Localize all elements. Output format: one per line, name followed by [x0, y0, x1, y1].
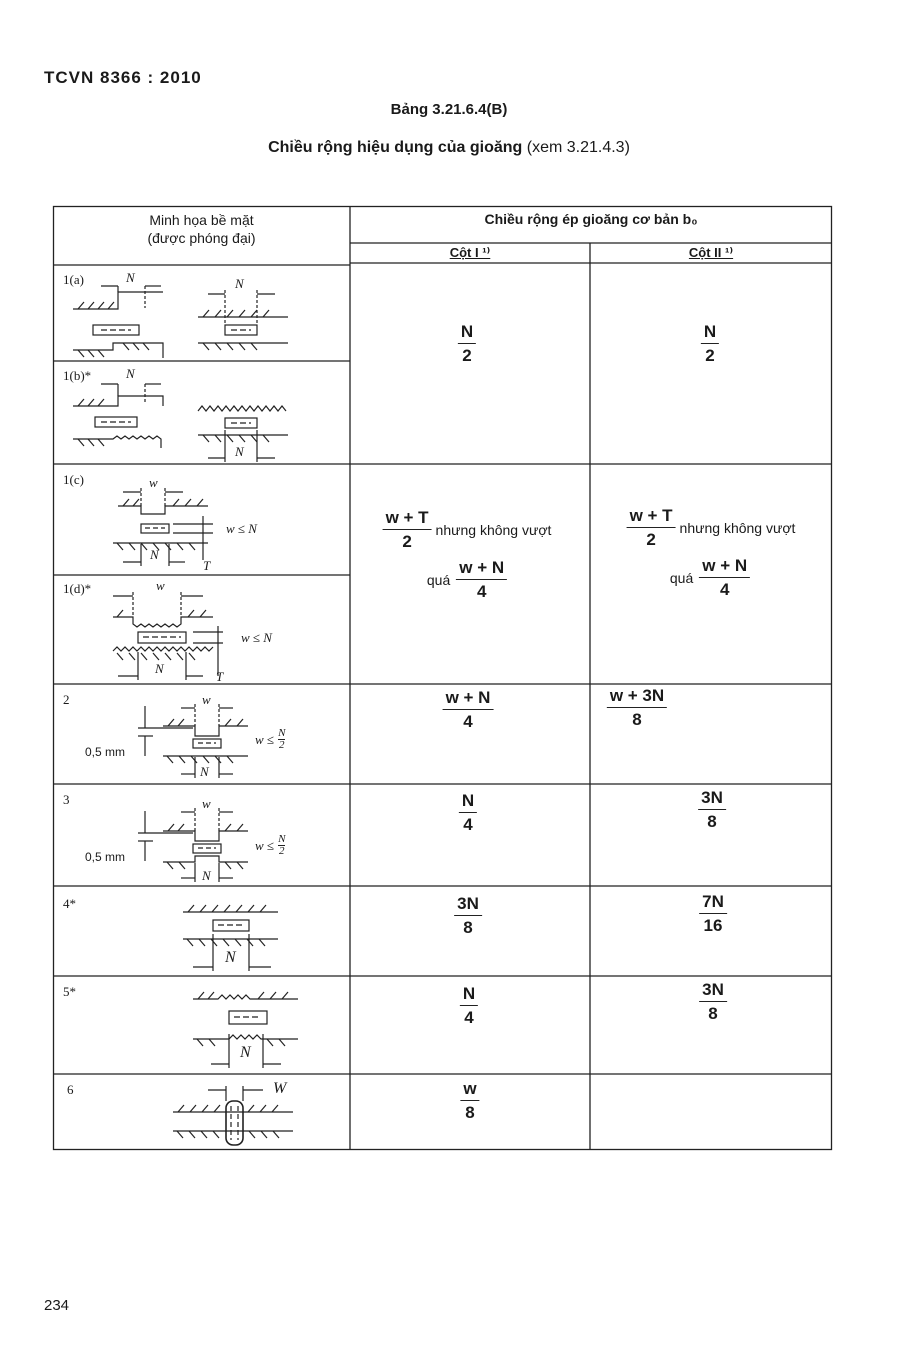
value-1cd-col1-qua: quá: [426, 572, 451, 588]
cond-2-text: w ≤: [255, 731, 275, 747]
cond-3-text: w ≤: [255, 837, 275, 853]
table-title-main: Chiều rộng hiệu dụng của gioăng: [268, 139, 523, 156]
drawing-1a-flat-surfaces: [198, 290, 288, 350]
dim-n-1b: N: [126, 366, 135, 381]
value-6-col1-den: 8: [465, 1103, 475, 1122]
dim-w-1d: w: [156, 578, 165, 593]
header-col2: Cột II ¹⁾: [688, 245, 734, 260]
cond-3: [255, 834, 285, 857]
value-1cd-col1-main: [383, 508, 552, 552]
value-5-col2-num: 3N: [699, 980, 727, 1002]
cond-1d: w ≤ N: [241, 630, 272, 645]
drawing-1c-groove: [113, 488, 213, 566]
label-5: 5*: [63, 984, 76, 999]
value-5-col1-num: N: [460, 984, 478, 1006]
dim-n-1b-right: N: [235, 444, 244, 459]
cond-1c: w ≤ N: [226, 521, 257, 536]
gap-3: 0,5 mm: [85, 850, 126, 864]
value-3-col1-num: N: [459, 791, 477, 813]
value-2-col1: [443, 688, 494, 732]
header-illustration-note: (được phóng đại): [147, 230, 256, 246]
header-col1: Cột I ¹⁾: [449, 245, 491, 260]
value-1ab-col1: [458, 322, 476, 366]
value-1cd-col2-den2: 4: [719, 580, 730, 599]
value-1cd-col2-qua: quá: [669, 570, 694, 586]
dim-w-3: w: [202, 796, 211, 811]
drawing-1b-serrated-step: [73, 384, 163, 448]
value-1cd-col2-main: [627, 506, 796, 550]
cond-3-num: N: [278, 833, 286, 845]
label-2: 2: [63, 692, 70, 707]
label-1a: 1(a): [63, 272, 84, 287]
value-1cd-col2-num2: w + N: [699, 556, 750, 578]
header-illustration: Minh họa bề mặt: [149, 212, 254, 228]
dim-n-3: N: [202, 868, 211, 883]
label-1c: 1(c): [63, 472, 84, 487]
dim-n-1d: N: [155, 661, 164, 676]
cond-2-num: N: [278, 727, 286, 739]
value-3-col2-den: 8: [707, 812, 717, 831]
value-1cd-col1-num: w + T: [383, 508, 432, 530]
label-6: 6: [67, 1082, 74, 1097]
dim-w-6: W: [273, 1080, 287, 1097]
value-4-col2-num: 7N: [699, 892, 727, 914]
value-4-col2-den: 16: [703, 916, 723, 935]
table-number: Bảng 3.21.6.4(B): [390, 101, 508, 118]
drawing-3-raised-face-groove: [138, 808, 248, 882]
value-3-col1: [459, 791, 477, 835]
dim-n-1a-right: N: [235, 276, 244, 291]
dim-n-2: N: [200, 764, 209, 779]
value-1ab-col1-den: 2: [462, 346, 472, 365]
page-number: 234: [44, 1297, 70, 1314]
label-1b: 1(b)*: [63, 368, 92, 383]
table-title-reference: (xem 3.21.4.3): [522, 139, 630, 156]
value-1ab-col1-num: N: [458, 322, 476, 344]
dim-n-4: N: [225, 949, 236, 966]
cond-3-den: 2: [278, 845, 285, 857]
value-2-col2-den: 8: [632, 710, 642, 729]
value-5-col2-den: 8: [708, 1004, 718, 1023]
value-1cd-col1-limit: [427, 558, 507, 602]
value-1cd-col2-num: w + T: [627, 506, 676, 528]
table-title: [0, 139, 898, 157]
document-standard-code: TCVN 8366 : 2010: [44, 68, 202, 87]
value-3-col2: [698, 788, 726, 832]
header-basic-width: Chiều rộng ép gioăng cơ bản b₀: [484, 211, 698, 227]
label-4: 4*: [63, 896, 76, 911]
value-2-col1-den: 4: [463, 712, 473, 731]
value-1ab-col2-num: N: [701, 322, 719, 344]
value-2-col1-num: w + N: [443, 688, 494, 710]
value-3-col2-num: 3N: [698, 788, 726, 810]
value-6-col1-num: w: [460, 1079, 479, 1101]
value-1ab-col2: [701, 322, 719, 366]
gap-2: 0,5 mm: [85, 745, 126, 759]
value-5-col1: [460, 984, 478, 1028]
drawing-1a-stepped-surfaces: [73, 286, 163, 358]
dim-n-1a: N: [126, 270, 135, 285]
dim-n-5: N: [240, 1044, 251, 1061]
value-1cd-col2-limit: [670, 556, 750, 600]
gasket-width-table: [53, 206, 832, 1150]
cond-2: [255, 728, 285, 751]
value-2-col2: [607, 686, 667, 730]
value-1cd-col1-den2: 4: [476, 582, 487, 601]
value-2-col2-num: w + 3N: [607, 686, 667, 708]
value-1cd-col2-den: 2: [646, 530, 656, 549]
value-5-col1-den: 4: [464, 1008, 474, 1027]
dim-t-1c: T: [203, 558, 211, 573]
value-1cd-col1-num2: w + N: [456, 558, 507, 580]
value-1ab-col2-den: 2: [705, 346, 715, 365]
value-4-col1: [454, 894, 482, 938]
value-5-col2: [699, 980, 727, 1024]
drawing-1d-serrated-groove: [113, 592, 223, 680]
value-1cd-col2-condition: nhưng không vượt: [679, 520, 796, 536]
cond-2-den: 2: [278, 739, 285, 751]
drawing-2-raised-face: [138, 704, 248, 778]
value-4-col1-den: 8: [463, 918, 473, 937]
value-1cd-col1-condition: nhưng không vượt: [435, 522, 552, 538]
dim-w-1c: w: [149, 475, 158, 490]
label-3: 3: [63, 792, 70, 807]
value-6-col1: [460, 1079, 479, 1123]
dim-w-2: w: [202, 692, 211, 707]
value-1cd-col1-den: 2: [402, 532, 412, 551]
surface-illustrations: [53, 206, 350, 1150]
label-1d: 1(d)*: [63, 581, 92, 596]
dim-t-1d: T: [216, 669, 224, 684]
value-3-col1-den: 4: [463, 815, 473, 834]
value-4-col1-num: 3N: [454, 894, 482, 916]
value-4-col2: [699, 892, 727, 936]
dim-n-1c: N: [150, 547, 159, 562]
